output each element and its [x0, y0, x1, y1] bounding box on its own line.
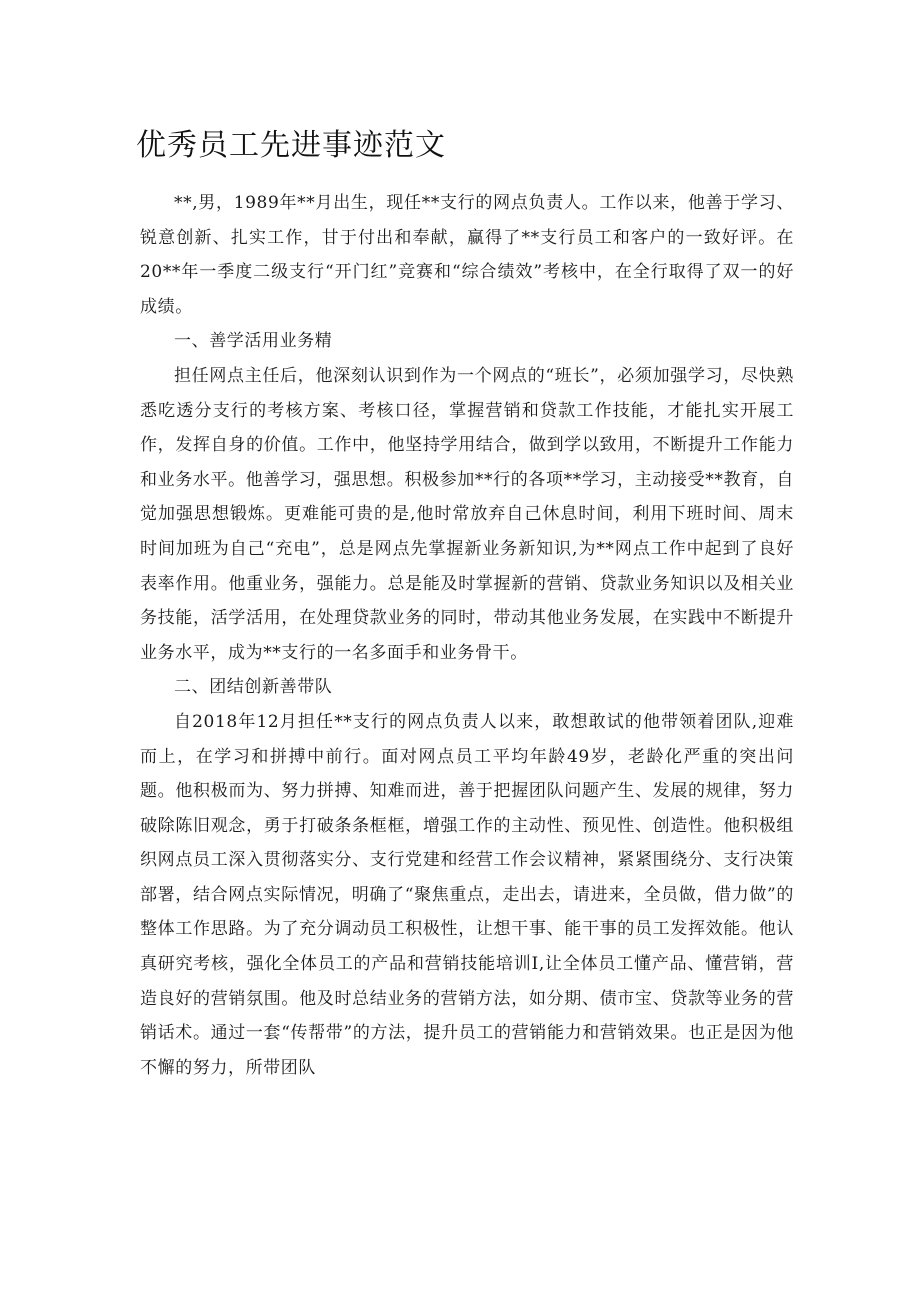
document-title: 优秀员工先进事迹范文 [136, 128, 446, 163]
intro-paragraph: **,男，1989年**月出生，现任**支行的网点负责人。工作以来，他善于学习、锐意创新、扎实工作，甘于付出和奉献，赢得了**支行员工和客户的一致好评。在20**年一季度二级支行“开门红”竞赛和“综合绩效”考核中，在全行取得了双一的好成绩。 [140, 193, 794, 317]
section-heading-2: 二、团结创新善带队 [174, 677, 333, 698]
section-2-paragraph: 自2018年12月担任**支行的网点负责人以来，敢想敢试的他带领着团队,迎难而上，在学习和拼搏中前行。面对网点员工平均年龄49岁，老龄化严重的突出问题。他积极而为、努力拼搏、知难而进，善于把握团队问题产生、发展的规律，努力破除陈旧观念，勇于打破条条框框，增强工作的主动性、预见性、创造性。他积极组织网点员工深入贯彻落实分、支行党建和经营工作会议精神，紧紧围绕分、支行决策部署，结合网点实际情况，明确了“聚焦重点，走出去，请进来，全员做，借力做”的整体工作思路。为了充分调动员工积极性，让想干事、能干事的员工发挥效能。他认真研究考核，强化全体员工的产品和营销技能培训I,让全体员工懂产品、懂营销，营造良好的营销氛围。他及时总结业务的营销方法，如分期、债市宝、贷款等业务的营销话术。通过一套“传帮带”的方法，提升员工的营销能力和营销效果。也正是因为他不懈的努力，所带团队 [140, 711, 794, 1078]
document-body [140, 186, 794, 1085]
section-heading-1: 一、善学活用业务精 [174, 331, 333, 352]
section-1-paragraph: 担任网点主任后，他深刻认识到作为一个网点的“班长”，必须加强学习，尽快熟悉吃透分支行的考核方案、考核口径，掌握营销和贷款工作技能，才能扎实开展工作，发挥自身的价值。工作中，他坚持学用结合，做到学以致用，不断提升工作能力和业务水平。他善学习，强思想。积极参加**行的各项**学习，主动接受**教育，自觉加强思想锻炼。更难能可贵的是,他时常放弃自己休息时间，利用下班时间、周末时间加班为自己“充电”，总是网点先掌握新业务新知识,为**网点工作中起到了良好表率作用。他重业务，强能力。总是能及时掌握新的营销、贷款业务知识以及相关业务技能，活学活用，在处理贷款业务的同时，带动其他业务发展，在实践中不断提升业务水平，成为**支行的一名多面手和业务骨干。 [140, 365, 794, 663]
